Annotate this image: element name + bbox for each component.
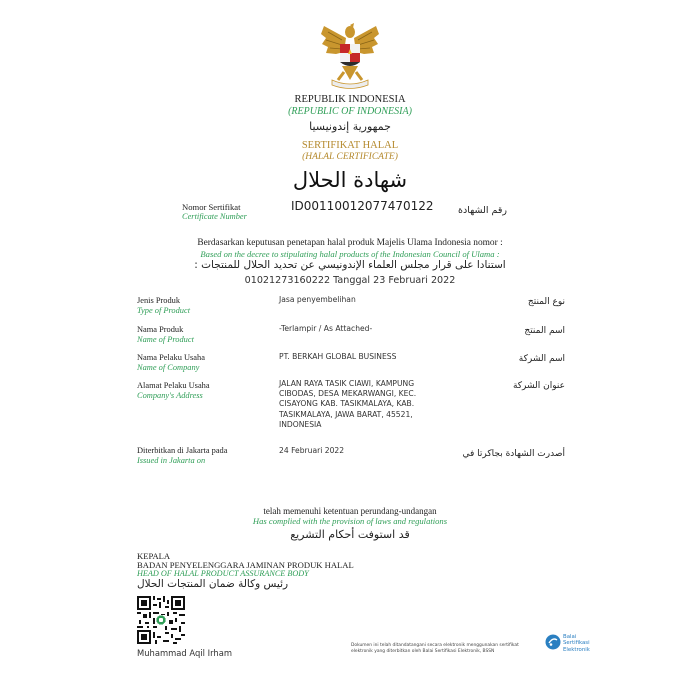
cert-number-value: ID00110012077470122	[291, 199, 434, 213]
signatory-title-en: HEAD OF HALAL PRODUCT ASSURANCE BODY	[137, 569, 309, 578]
country-name-ar: جمهورية إندونيسيا	[309, 120, 391, 133]
field-type-label: Jenis Produk Type of Product	[137, 296, 191, 315]
field-company-label: Nama Pelaku Usaha Name of Company	[137, 353, 205, 372]
field-type-value: Jasa penyembelihan	[279, 295, 356, 304]
field-type-label-ar: نوع المنتج	[527, 297, 565, 307]
cert-number-label: Nomor Sertifikat	[182, 202, 241, 212]
address-line: CISAYONG KAB. TASIKMALAYA, KAB.	[279, 399, 415, 409]
compliance-line-id: telah memenuhi ketentuan perundang-undangan	[263, 506, 437, 516]
bsre-label: Balai Sertifikasi Elektronik	[563, 634, 590, 653]
garuda-emblem-icon	[318, 22, 382, 90]
address-line: JALAN RAYA TASIK CIAWI, KAMPUNG	[279, 379, 415, 388]
field-issued-value: 24 Februari 2022	[279, 446, 345, 455]
country-name-en: (REPUBLIC OF INDONESIA)	[288, 106, 412, 117]
field-address-label: Alamat Pelaku Usaha Company's Address	[137, 381, 210, 400]
field-company-value: PT. BERKAH GLOBAL BUSINESS	[279, 352, 397, 361]
address-line: TASIKMALAYA, JAWA BARAT, 45521,	[279, 409, 413, 419]
cert-title: SERTIFIKAT HALAL	[301, 140, 399, 151]
field-issued-label-ar: أصدرت الشهادة بجاكرتا في	[462, 449, 565, 459]
signatory-title1: KEPALA	[137, 551, 171, 561]
compliance-line-ar: قد استوفت أحكام التشريع	[290, 528, 410, 541]
field-name-label-ar: اسم المنتج	[524, 326, 565, 336]
footer-note: Dokumen ini telah ditandatangani secara elektronik menggunakan sertifikat elektronik yang diterbitkan oleh Balai Sertifikasi Elektronik, BSSN	[351, 643, 519, 654]
decree-line-id: Berdasarkan keputusan penetapan halal produk Majelis Ulama Indonesia nomor :	[197, 238, 503, 248]
bsre-logo-icon	[545, 634, 561, 650]
decree-number: 01021273160222 Tanggal 23 Februari 2022	[244, 275, 456, 286]
compliance-line-en: Has complied with the provision of laws and regulations	[252, 516, 448, 526]
cert-number-label-ar: رقم الشهادة	[458, 205, 507, 216]
decree-line-ar: استنادا على قرار مجلس العلماء الإندونيسي عن تحديد الحلال للمنتجات :	[194, 259, 506, 271]
decree-line-en: Based on the decree to stipulating halal products of the Indonesian Council of Ulama :	[200, 249, 500, 259]
field-company-label-ar: اسم الشركة	[518, 354, 565, 364]
field-name-value: -Terlampir / As Attached-	[279, 324, 373, 333]
qr-code-icon	[137, 596, 185, 644]
cert-number-label-en: Certificate Number	[182, 212, 247, 221]
cert-title-en: (HALAL CERTIFICATE)	[302, 152, 398, 162]
country-name: REPUBLIK INDONESIA	[294, 94, 406, 105]
field-address-label-ar: عنوان الشركة	[512, 381, 565, 391]
address-line: CIBODAS, DESA MEKARWANGI, KEC.	[279, 389, 417, 399]
signatory-title2: BADAN PENYELENGGARA JAMINAN PRODUK HALAL	[137, 560, 354, 570]
field-name-label: Nama Produk Name of Product	[137, 325, 194, 344]
signatory-name: Muhammad Aqil Irham	[137, 648, 232, 658]
address-line: INDONESIA	[279, 419, 322, 429]
cert-title-ar: شهادة الحلال	[292, 168, 408, 192]
signatory-title-ar: رئيس وكالة ضمان المنتجات الحلال	[137, 578, 289, 590]
field-issued-label: Diterbitkan di Jakarta pada Issued in Jakarta on	[137, 446, 228, 465]
field-address-value	[279, 379, 416, 430]
